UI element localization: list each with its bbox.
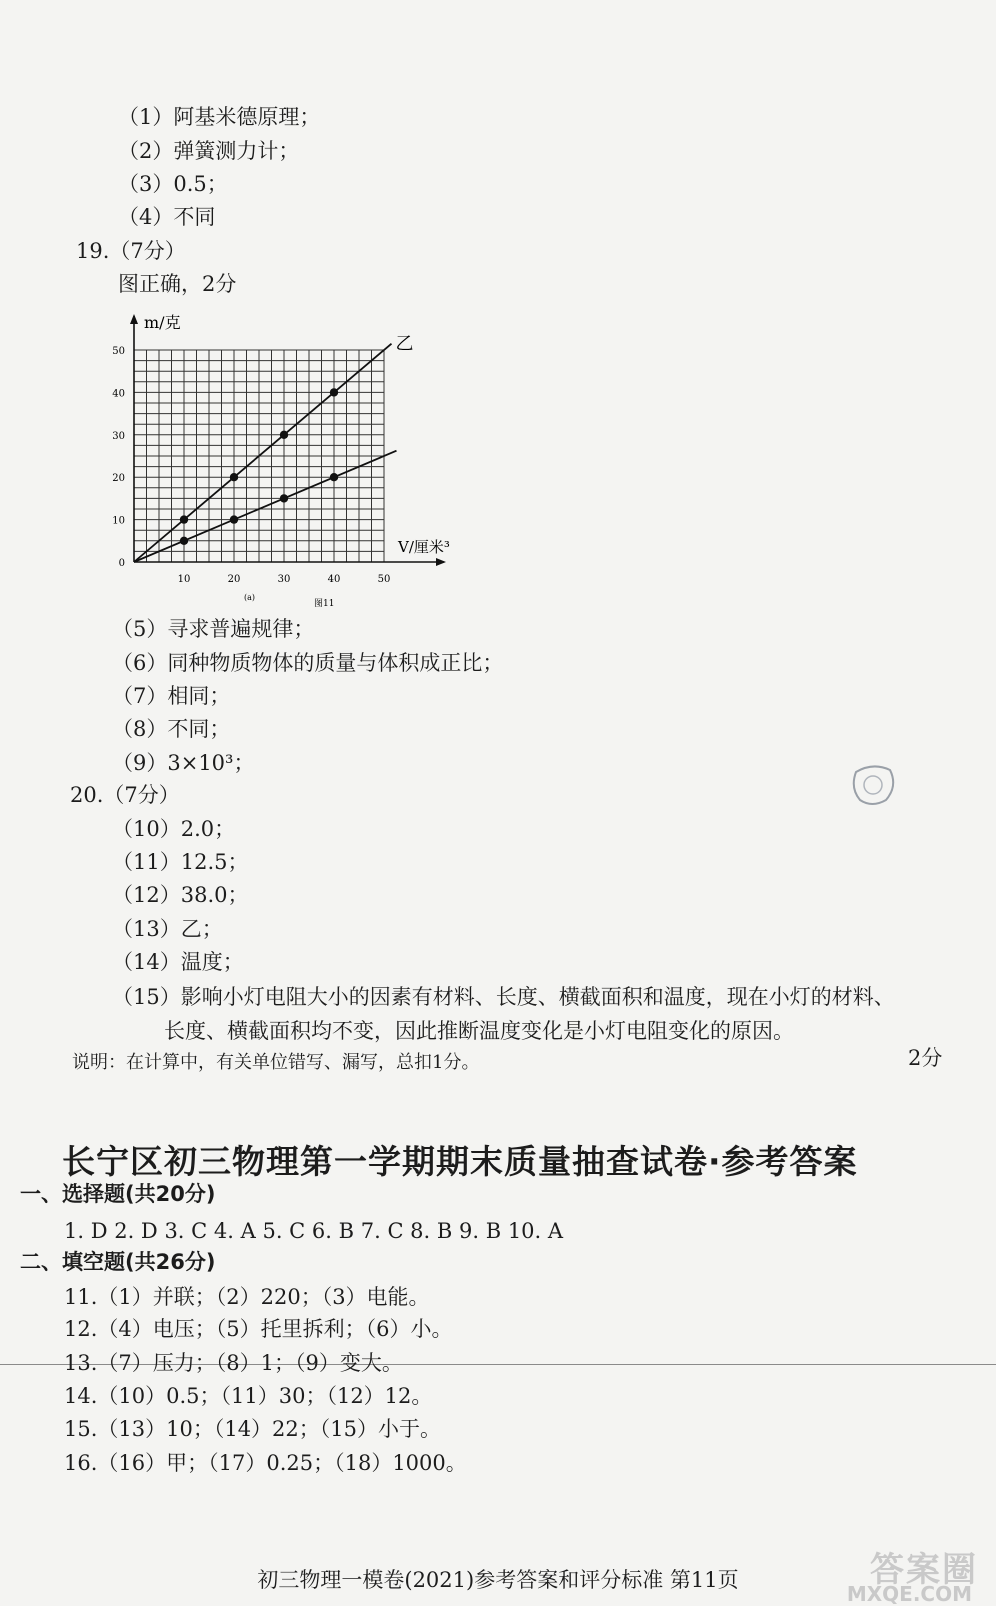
data-point xyxy=(180,537,188,545)
answer-line: （9）3×10³； xyxy=(112,751,255,775)
figure-label: 图11 xyxy=(314,599,335,609)
y-axis-label: m/克 xyxy=(144,313,181,332)
x-tick-label: 10 xyxy=(177,574,191,585)
data-point xyxy=(330,473,338,481)
score-label: 2分 xyxy=(908,1046,943,1070)
answer-line: （13）乙； xyxy=(112,917,223,941)
answer-line: （4）不同 xyxy=(118,205,216,229)
question-heading: 20.（7分） xyxy=(70,783,180,807)
data-point xyxy=(230,515,238,523)
seal-stamp-icon xyxy=(848,760,898,810)
data-point xyxy=(330,388,338,396)
answer-line: 长度、横截面积均不变，因此推断温度变化是小灯电阻变化的原因。 xyxy=(164,1019,794,1043)
fill-answer-line: 12.（4）电压；（5）托里拆利；（6）小。 xyxy=(64,1317,453,1341)
explanation-note: 说明：在计算中，有关单位错写、漏写，总扣1分。 xyxy=(72,1052,480,1073)
question-heading: 19.（7分） xyxy=(76,239,186,263)
mass-volume-chart xyxy=(110,312,470,612)
section-heading: 一、选择题(共20分) xyxy=(20,1182,216,1206)
answer-line: （11）12.5； xyxy=(112,850,249,874)
grading-note: 图正确，2分 xyxy=(118,272,237,296)
answer-line: （2）弹簧测力计； xyxy=(118,139,300,163)
series-line xyxy=(134,344,392,562)
answer-line: （14）温度； xyxy=(112,950,244,974)
chart-labels xyxy=(112,313,450,609)
page-title: 长宁区初三物理第一学期期末质量抽查试卷·参考答案 xyxy=(62,1142,858,1181)
x-axis-label: V/厘米³ xyxy=(398,538,450,556)
x-tick-label: 40 xyxy=(327,574,341,585)
y-tick-label: 50 xyxy=(112,346,125,357)
data-point xyxy=(280,431,288,439)
answer-line: （1）阿基米德原理； xyxy=(118,105,321,129)
sub-figure-label: (a) xyxy=(244,593,256,602)
answer-line: （8）不同； xyxy=(112,717,231,741)
answer-line: （3）0.5； xyxy=(118,172,228,196)
series-label: 乙 xyxy=(395,333,414,355)
answer-line: （15）影响小灯电阻大小的因素有材料、长度、横截面积和温度，现在小灯的材料、 xyxy=(112,985,895,1009)
data-point xyxy=(230,473,238,481)
answer-line: （5）寻求普遍规律； xyxy=(112,617,315,641)
watermark-logo xyxy=(846,1542,978,1606)
fill-answer-line: 11.（1）并联；（2）220；（3）电能。 xyxy=(64,1285,430,1309)
choice-answers: 1. D 2. D 3. C 4. A 5. C 6. B 7. C 8. B 9. B 10. A xyxy=(64,1219,564,1243)
fill-answer-line: 14.（10）0.5；（11）30；（12）12。 xyxy=(64,1384,433,1408)
answer-line: （6）同种物质物体的质量与体积成正比； xyxy=(112,651,504,675)
x-axis-arrow xyxy=(436,558,446,566)
watermark-name: 答案圈 xyxy=(870,1550,978,1590)
answer-line: （7）相同； xyxy=(112,684,231,708)
section-heading: 二、填空题(共26分) xyxy=(20,1250,216,1274)
x-tick-label: 30 xyxy=(277,574,291,585)
page-footer: 初三物理一模卷(2021)参考答案和评分标准 第11页 xyxy=(257,1568,739,1592)
answer-line: （12）38.0； xyxy=(112,883,249,907)
y-tick-label: 30 xyxy=(112,430,125,442)
fill-answer-line: 16.（16）甲；（17）0.25；（18）1000。 xyxy=(64,1451,467,1475)
y-tick-label: 0 xyxy=(118,558,125,569)
fill-answer-line: 15.（13）10；（14）22；（15）小于。 xyxy=(64,1417,442,1441)
y-tick-label: 20 xyxy=(112,473,125,485)
watermark-url: MXQE.COM xyxy=(846,1582,972,1606)
y-tick-label: 10 xyxy=(112,515,125,527)
data-point xyxy=(280,494,288,502)
answer-line: （10）2.0； xyxy=(112,817,236,841)
series-line xyxy=(134,451,397,562)
data-point xyxy=(180,515,188,523)
chart-series xyxy=(134,344,397,562)
fill-answer-line: 13.（7）压力；（8）1；（9）变大。 xyxy=(64,1351,403,1375)
x-tick-label: 20 xyxy=(227,574,241,585)
y-axis-arrow xyxy=(130,314,138,324)
x-tick-label: 50 xyxy=(377,574,391,585)
y-tick-label: 40 xyxy=(112,388,125,400)
